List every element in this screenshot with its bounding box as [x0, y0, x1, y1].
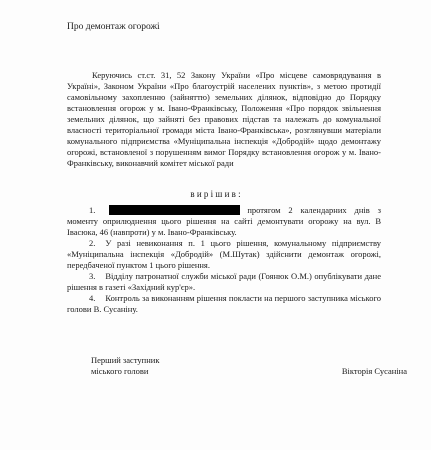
signatory-position-line2: міського голови	[91, 366, 149, 376]
item-text: У разі невиконання п. 1 цього рішення, комунальному підприємству «Муніципальна інспекція «Добродій» (М.Шутак) здійснити демонтаж огорожі, передбаченої пунктом 1 цього рішення.	[67, 238, 381, 270]
decision-item-4	[67, 293, 381, 315]
item-text: Відділу патронатної служби міської ради (Гоянюк О.М.) опублікувати дане рішення в газеті «Західний кур'єр».	[67, 271, 381, 292]
decision-items	[67, 205, 381, 315]
signatory-name: Вікторія Сусаніна	[341, 366, 407, 376]
item-number: 3.	[89, 271, 96, 281]
decision-item-1	[67, 205, 381, 238]
preamble-paragraph: Керуючись ст.ст. 31, 52 Закону України «Про місцеве самоврядування в Україні», Законом України «Про благоустрій населених пунктів», з метою протидії самовільному захопленню (зайняттю) земельних ділянок, відповідно до Порядку встановлення огорож у м. Івано-Франківську, Положення «Про порядок звільнення земельних ділянок, що зайняті без правових підстав та належать до комунальної власності територіальної громади міста Івано-Франківська», розглянувши матеріали комунального підприємства «Муніципальна інспекція «Добродій» щодо демонтажу огорожі, встановленої з порушенням вимог Порядку встановлення огорож у м. Івано-Франківську, виконавчий комітет міської ради	[67, 70, 381, 168]
decision-heading: в и р і ш и в :	[190, 189, 241, 199]
decision-item-3	[67, 271, 381, 293]
decision-item-2	[67, 238, 381, 271]
signatory-position-line1: Перший заступник	[91, 355, 160, 365]
item-number: 4.	[89, 293, 96, 303]
redaction-block	[109, 205, 240, 215]
item-text: протягом 2 календарних днів з моменту оприлюднення цього рішення на сайті демонтувати огорожу на вул. В Івасюка, 46 (навпроти) у м. Івано-Франківську.	[67, 205, 381, 237]
document-title: Про демонтаж огорожі	[67, 22, 160, 32]
item-text: Контроль за виконанням рішення покласти на першого заступника міського голови В. Сусаніну.	[67, 293, 381, 314]
item-number: 2.	[89, 238, 96, 248]
item-number: 1.	[89, 205, 96, 215]
signature-block	[91, 355, 407, 377]
